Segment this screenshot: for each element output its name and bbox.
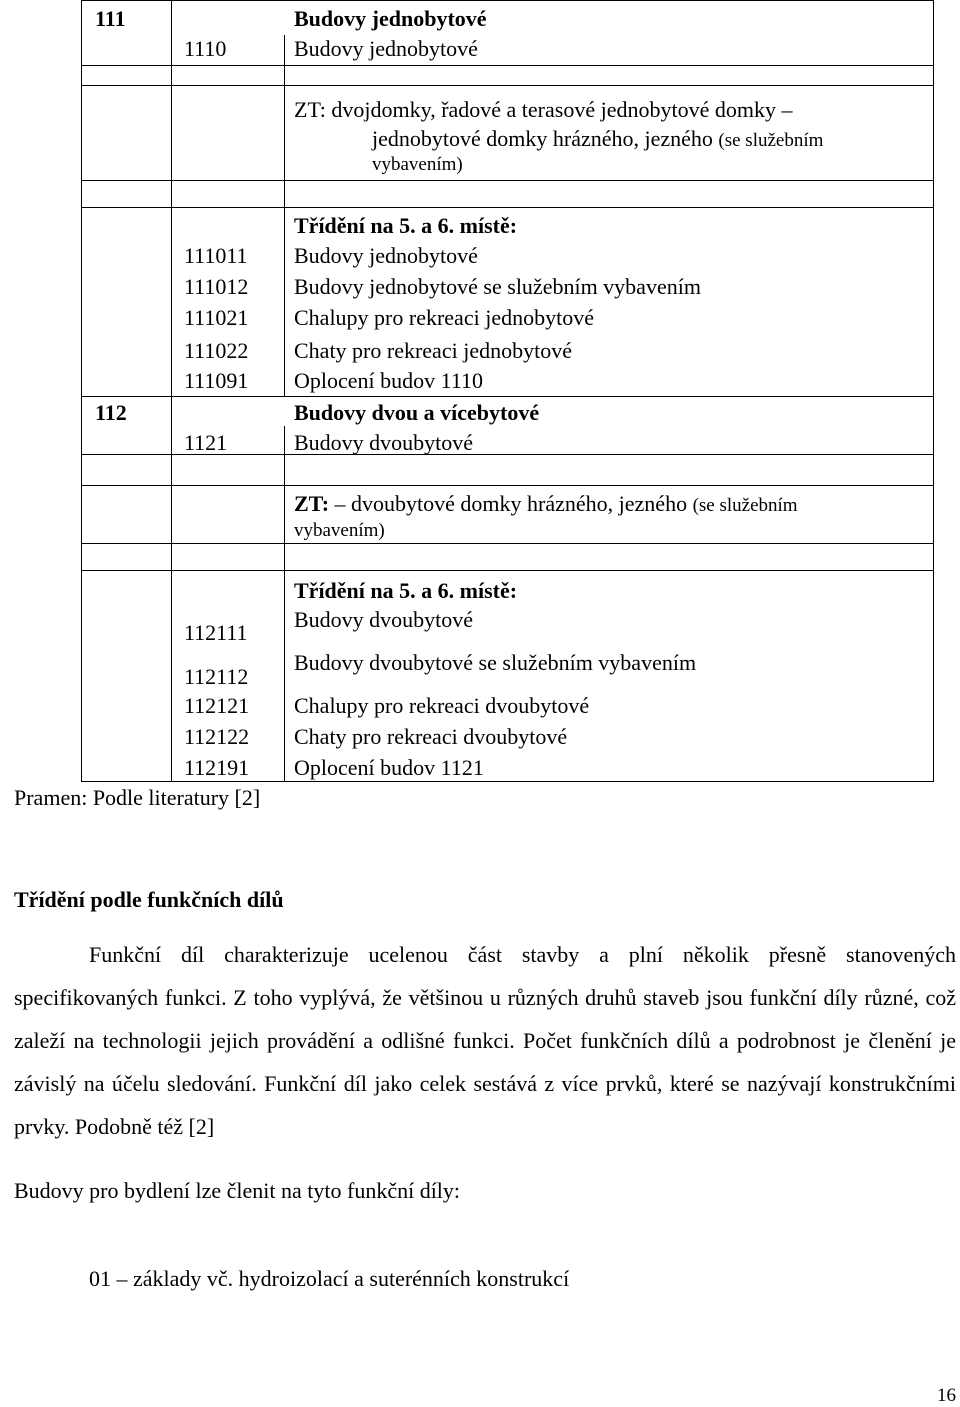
row-name: Budovy dvoubytové: [294, 430, 474, 455]
zt-note-text: – dvoubytové domky hrázného, jezného: [334, 491, 688, 516]
row-code: 112111: [184, 620, 248, 645]
zt-note-small: (se služebním: [718, 130, 824, 151]
page-number: 16: [937, 1385, 956, 1406]
row-code: 112121: [184, 693, 250, 718]
zt-note-text: jednobytové domky hrázného, jezného: [372, 126, 713, 151]
row-code: 1121: [184, 430, 228, 455]
table-source: Pramen: Podle literatury [2]: [14, 785, 261, 810]
row-code: 111022: [184, 338, 249, 363]
zt-note-line: vybavením): [372, 154, 463, 175]
row-name: Chalupy pro rekreaci jednobytové: [294, 305, 594, 330]
list-item: 01 – základy vč. hydroizolací a suterénních konstrukcí: [89, 1266, 570, 1291]
row-name: Budovy jednobytové: [294, 36, 478, 61]
row-code: 111011: [184, 243, 248, 268]
row-name: Oplocení budov 1121: [294, 755, 484, 780]
row-name: Chaty pro rekreaci dvoubytové: [294, 724, 568, 749]
row-name: Budovy dvoubytové se služebním vybavením: [294, 650, 697, 675]
zt-note-line: [294, 493, 798, 515]
row-name: Budovy dvoubytové: [294, 607, 474, 632]
row-code: 112: [95, 400, 127, 425]
row-name: Chaty pro rekreaci jednobytové: [294, 338, 572, 363]
row-code: 112122: [184, 724, 250, 749]
sort-heading: Třídění na 5. a 6. místě:: [294, 213, 518, 238]
zt-note-line: ZT: dvojdomky, řadové a terasové jednobytové domky –: [294, 97, 793, 122]
paragraph-text: Funkční díl charakterizuje ucelenou část stavby a plní několik přesně stanovených specifikovaných funkci. Z toho vyplývá, že většinou u různých druhů staveb jsou funkční díly různé, což zaleží na technologii jejich provádění a odlišné funkci. Počet funkčních dílů a podrobnost je členění je závislý na účelu sledování. Funkční díl jako celek sestává z více prvků, které se nazývají konstrukčními prvky. Podobně též [2]: [14, 942, 956, 1139]
section-heading: Třídění podle funkčních dílů: [14, 887, 284, 912]
sort-heading: Třídění na 5. a 6. místě:: [294, 578, 518, 603]
zt-prefix: ZT:: [294, 491, 330, 516]
body-paragraph: Budovy pro bydlení lze členit na tyto funkční díly:: [14, 1178, 461, 1203]
row-code: 1110: [184, 36, 227, 61]
row-name: Budovy jednobytové se služebním vybavením: [294, 274, 701, 299]
row-code: 112112: [184, 664, 249, 689]
zt-note-line: vybavením): [294, 520, 385, 541]
zt-note-small: (se služebním: [692, 495, 798, 516]
zt-note-line: [372, 128, 823, 150]
row-name: Oplocení budov 1110: [294, 368, 484, 393]
row-name: Budovy dvou a vícebytové: [294, 400, 540, 425]
row-code: 111091: [184, 368, 249, 393]
row-code: 111: [95, 6, 126, 31]
row-code: 112191: [184, 755, 250, 780]
row-name: Budovy jednobytové: [294, 6, 487, 31]
row-name: Budovy jednobytové: [294, 243, 478, 268]
body-paragraph: [14, 933, 956, 1148]
row-code: 111012: [184, 274, 249, 299]
row-code: 111021: [184, 305, 249, 330]
row-name: Chalupy pro rekreaci dvoubytové: [294, 693, 590, 718]
